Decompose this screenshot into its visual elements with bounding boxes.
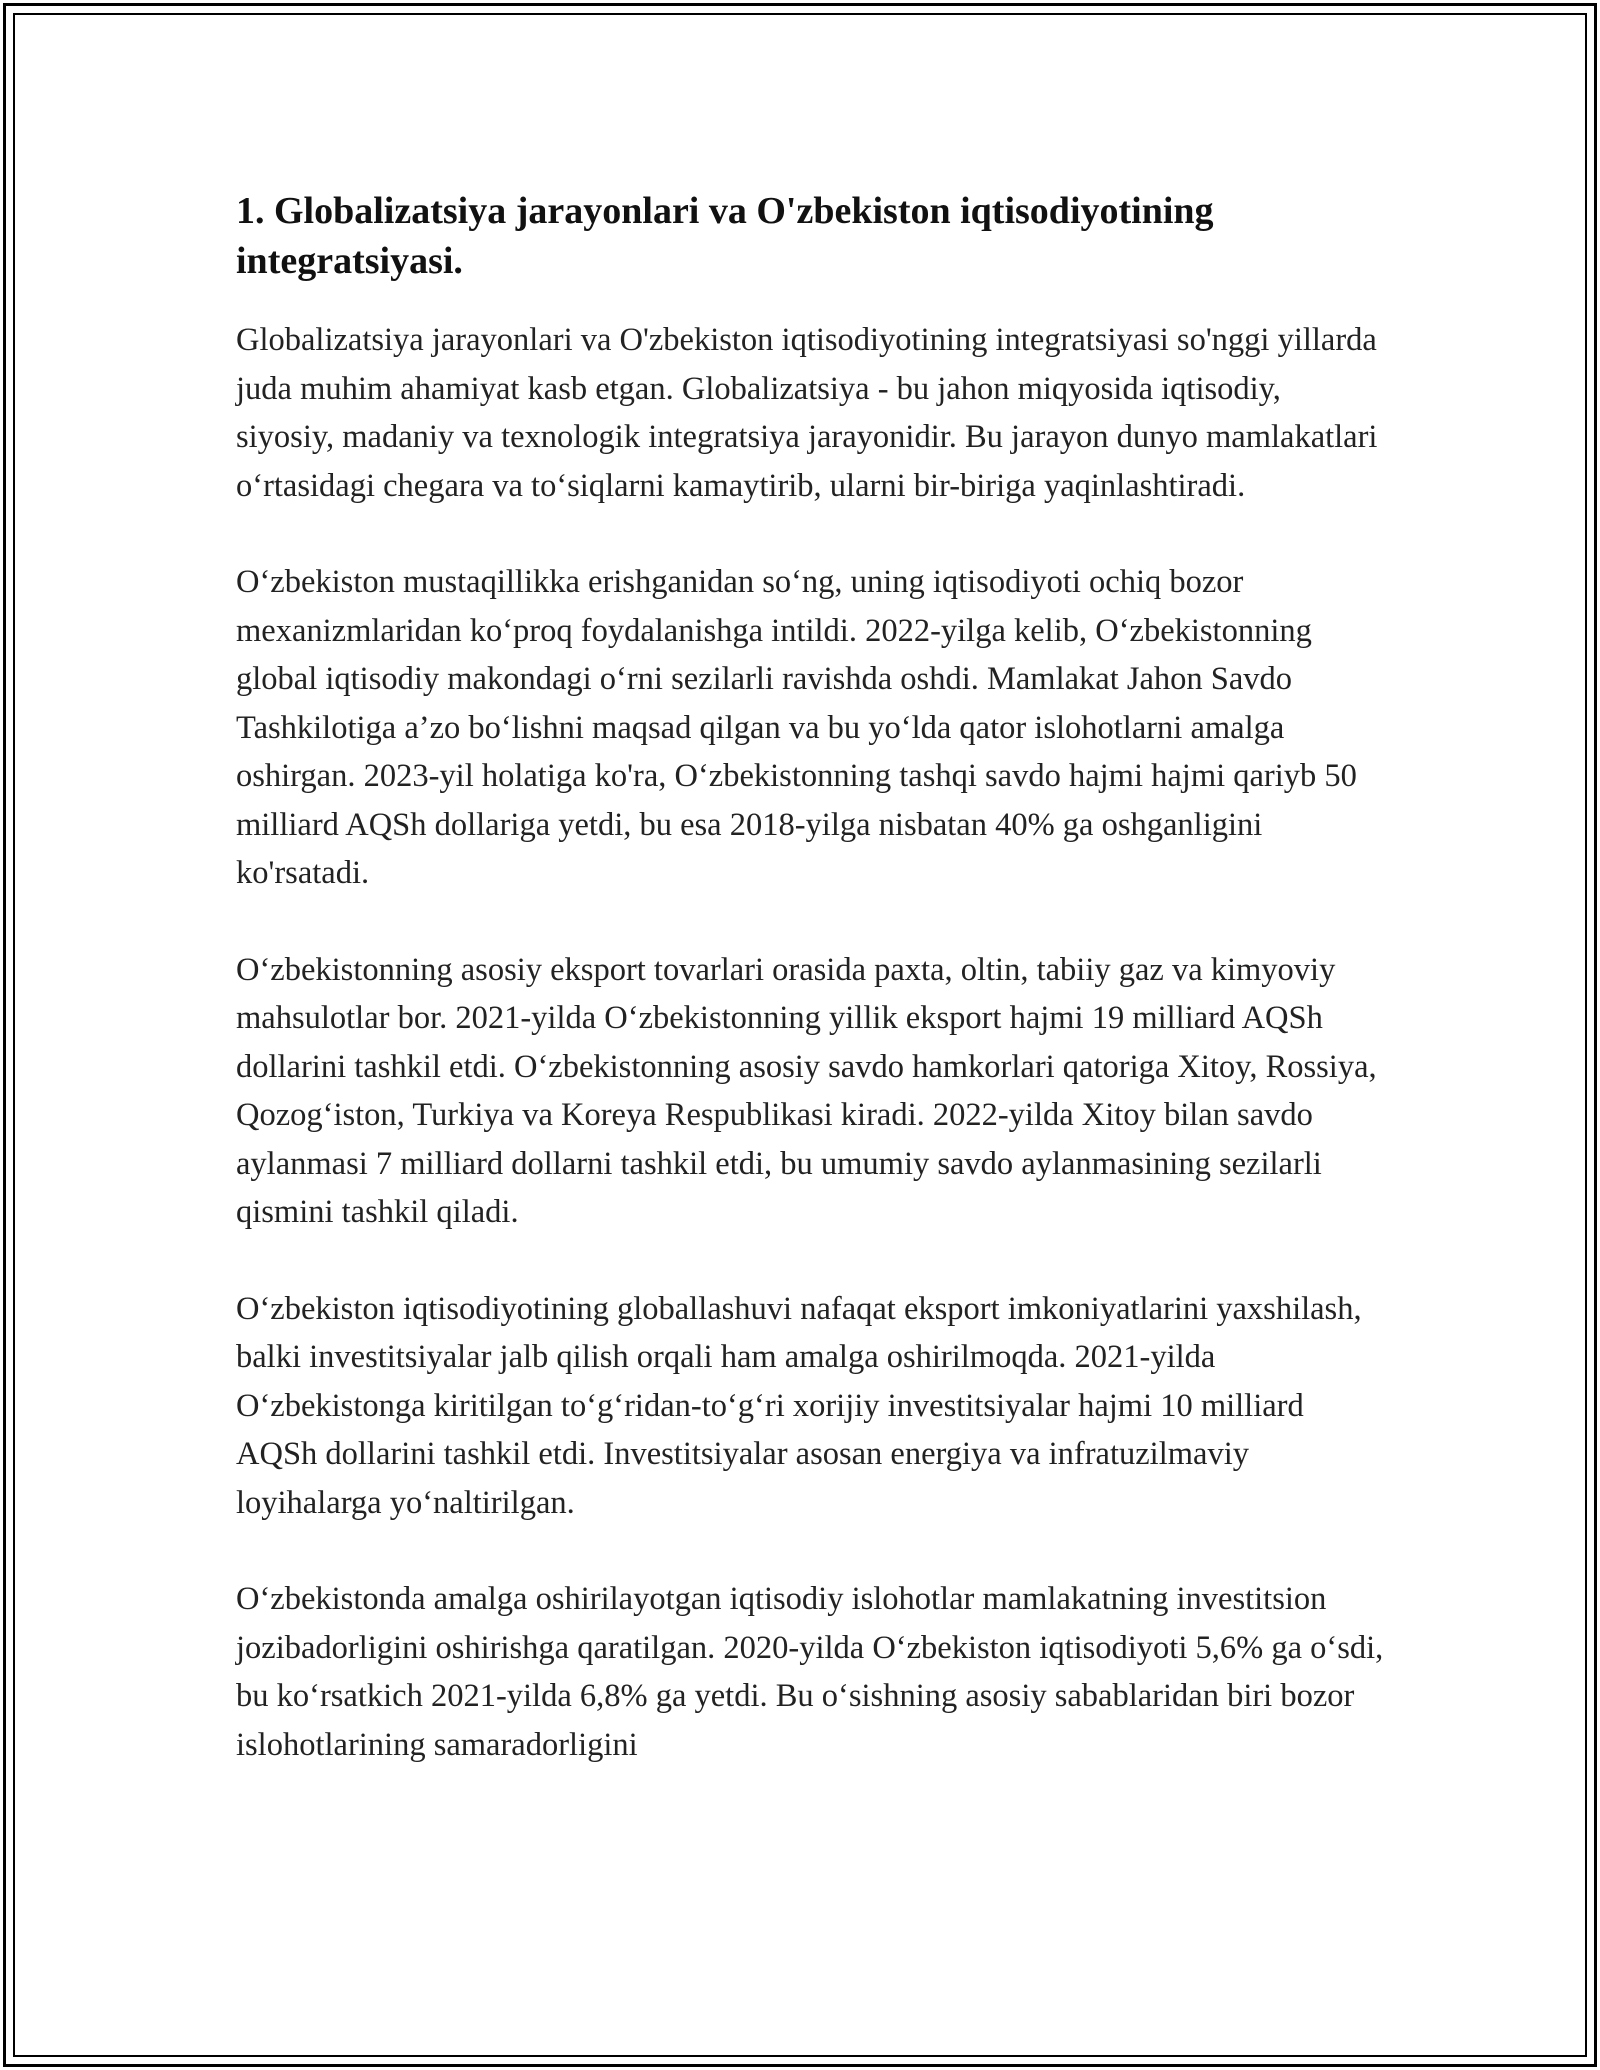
paragraph-3: O‘zbekistonning asosiy eksport tovarlari orasida paxta, oltin, tabiiy gaz va kimyoviy mahsulotlar bor. 2021-yilda O‘zbekistonning yillik eksport hajmi 19 milliard AQSh dollarini tashkil etdi. O‘zbekistonning asosiy savdo hamkorlari qatoriga Xitoy, Rossiya, Qozog‘iston, Turkiya va Koreya Respublikasi kiradi. 2022-yilda Xitoy bilan savdo aylanmasi 7 milliard dollarni tashkil etdi, bu umumiy savdo aylanmasining sezilarli qismini tashkil qiladi.: [236, 951, 1377, 1230]
paragraph-1: Globalizatsiya jarayonlari va O'zbekiston iqtisodiyotining integratsiyasi so'nggi yillarda juda muhim ahamiyat kasb etgan. Globalizatsiya - bu jahon miqyosida iqtisodiy, siyosiy, madaniy va texnologik integratsiya jarayonidir. Bu jarayon dunyo mamlakatlari o‘rtasidagi chegara va to‘siqlarni kamaytirib, ularni bir-biriga yaqinlashtiradi.: [236, 322, 1378, 504]
document-body: [236, 186, 1386, 1817]
paragraph-4: O‘zbekiston iqtisodiyotining globallashuvi nafaqat eksport imkoniyatlarini yaxshilash, balki investitsiyalar jalb qilish orqali ham amalga oshirilmoqda. 2021-yilda O‘zbekistonga kiritilgan to‘g‘ridan-to‘g‘ri xorijiy investitsiyalar hajmi 10 milliard AQSh dollarini tashkil etdi. Investitsiyalar asosan energiya va infratuzilmaviy loyihalarga yo‘naltirilgan.: [236, 1290, 1362, 1521]
paragraph-5: O‘zbekistonda amalga oshirilayotgan iqtisodiy islohotlar mamlakatning investitsion jozibadorligini oshirishga qaratilgan. 2020-yilda O‘zbekiston iqtisodiyoti 5,6% ga o‘sdi, bu ko‘rsatkich 2021-yilda 6,8% ga yetdi. Bu o‘sishning asosiy sabablaridan biri bozor islohotlarining samaradorligini: [236, 1581, 1384, 1763]
section-heading: 1. Globalizatsiya jarayonlari va O'zbekiston iqtisodiyotining integratsiyasi.: [236, 190, 1214, 282]
paragraph-2: O‘zbekiston mustaqillikka erishganidan so‘ng, uning iqtisodiyoti ochiq bozor mexanizmlaridan ko‘proq foydalanishga intildi. 2022-yilga kelib, O‘zbekistonning global iqtisodiy makondagi o‘rni sezilarli ravishda oshdi. Mamlakat Jahon Savdo Tashkilotiga a’zo bo‘lishni maqsad qilgan va bu yo‘lda qator islohotlarni amalga oshirgan. 2023-yil holatiga ko'ra, O‘zbekistonning tashqi savdo hajmi hajmi qariyb 50 milliard AQSh dollariga yetdi, bu esa 2018-yilga nisbatan 40% ga oshganligini ko'rsatadi.: [236, 564, 1357, 891]
